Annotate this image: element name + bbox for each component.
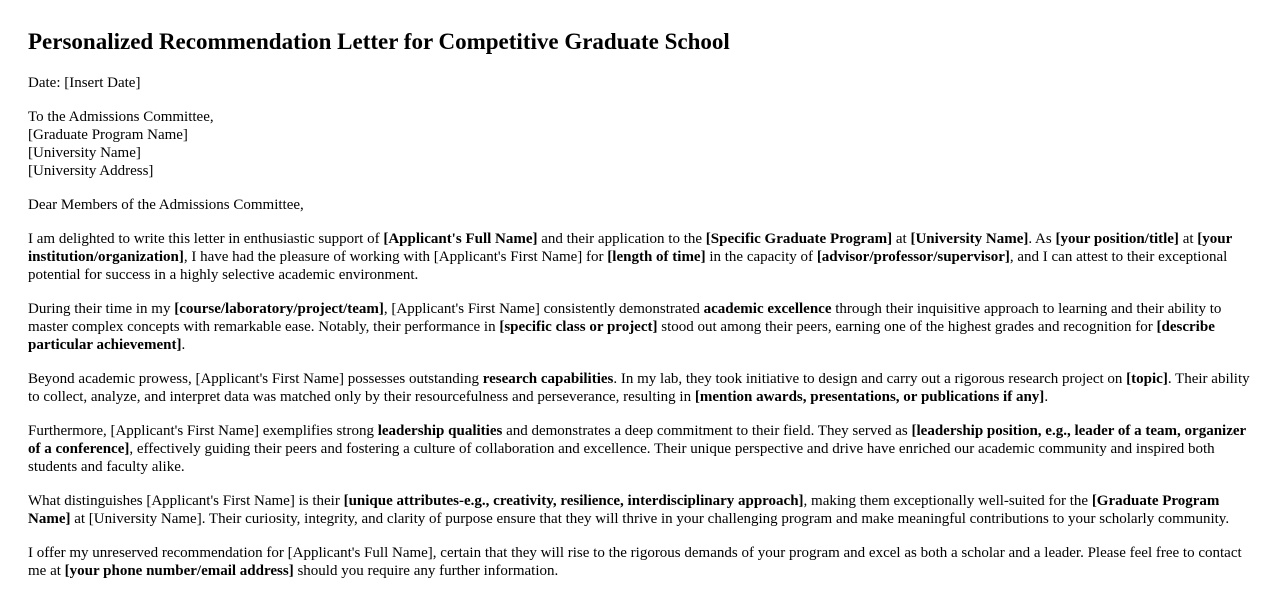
page-title: Personalized Recommendation Letter for Competitive Graduate School [28, 29, 730, 54]
emphasis-placeholder: [topic] [1126, 371, 1168, 387]
address-line: [University Name] [28, 145, 141, 161]
address-line: [Graduate Program Name] [28, 127, 188, 143]
emphasis-placeholder: leadership qualities [377, 423, 503, 439]
date-line: Date: [Insert Date] [28, 75, 141, 91]
emphasis-placeholder: [University Name] [910, 231, 1029, 247]
letter-body [28, 230, 1256, 580]
emphasis-placeholder: [course/laboratory/project/team] [174, 301, 384, 317]
emphasis-placeholder: [Graduate Program Name] [28, 493, 1220, 527]
emphasis-placeholder: [your position/title] [1055, 231, 1179, 247]
emphasis-placeholder: [leadership position, e.g., leader of a team, organizer of a conference] [28, 423, 1246, 457]
emphasis-placeholder: [advisor/professor/supervisor] [816, 249, 1010, 265]
body-paragraph: I am delighted to write this letter in enthusiastic support of [Applicant's Full Name] and their application to the [Specific Graduate Program] at [University Name]. As [your position/title] at [your institution/organization], I have had the pleasure of working with [Applicant's First Name] for [length of time] in the capacity of [advisor/professor/supervisor], and I can attest to their exceptional potential for success in a highly selective academic environment. [28, 231, 1232, 283]
emphasis-placeholder: [your institution/organization] [28, 231, 1232, 265]
emphasis-placeholder: [specific class or project] [499, 319, 658, 335]
emphasis-placeholder: [Applicant's Full Name] [383, 231, 538, 247]
emphasis-placeholder: academic excellence [703, 301, 832, 317]
emphasis-placeholder: [your phone number/email address] [64, 563, 294, 579]
emphasis-placeholder: [Specific Graduate Program] [705, 231, 893, 247]
salutation: Dear Members of the Admissions Committee, [28, 197, 304, 213]
emphasis-placeholder: research capabilities [482, 371, 614, 387]
address-line: [University Address] [28, 163, 154, 179]
body-paragraph: Beyond academic prowess, [Applicant's First Name] possesses outstanding research capabilities. In my lab, they took initiative to design and carry out a rigorous research project on [topic]. Their ability to collect, analyze, and interpret data was matched only by their resourcefulness and perseverance, resulting in [mention awards, presentations, or publications if any]. [28, 371, 1250, 405]
emphasis-placeholder: [mention awards, presentations, or publications if any] [694, 389, 1045, 405]
body-paragraph: Furthermore, [Applicant's First Name] exemplifies strong leadership qualities and demonstrates a deep commitment to their field. They served as [leadership position, e.g., leader of a team, organizer of a conference], effectively guiding their peers and fostering a culture of collaboration and excellence. Their unique perspective and drive have enriched our academic community and inspired both students and faculty alike. [28, 423, 1246, 475]
emphasis-placeholder: [describe particular achievement] [28, 319, 1215, 353]
emphasis-placeholder: [length of time] [607, 249, 706, 265]
emphasis-placeholder: [unique attributes-e.g., creativity, resilience, interdisciplinary approach] [343, 493, 804, 509]
recipient-address [28, 108, 1256, 180]
body-paragraph: During their time in my [course/laboratory/project/team], [Applicant's First Name] consistently demonstrated academic excellence through their inquisitive approach to learning and their ability to master complex concepts with remarkable ease. Notably, their performance in [specific class or project] stood out among their peers, earning one of the highest grades and recognition for [describe particular achievement]. [28, 301, 1222, 353]
body-paragraph: What distinguishes [Applicant's First Name] is their [unique attributes-e.g., creativity, resilience, interdisciplinary approach], making them exceptionally well-suited for the [Graduate Program Name] at [University Name]. Their curiosity, integrity, and clarity of purpose ensure that they will thrive in your challenging program and make meaningful contributions to your scholarly community. [28, 493, 1230, 527]
body-paragraph: I offer my unreserved recommendation for [Applicant's Full Name], certain that they will rise to the rigorous demands of your program and excel as both a scholar and a leader. Please feel free to contact me at [your phone number/email address] should you require any further information. [28, 545, 1242, 579]
address-line: To the Admissions Committee, [28, 109, 214, 125]
